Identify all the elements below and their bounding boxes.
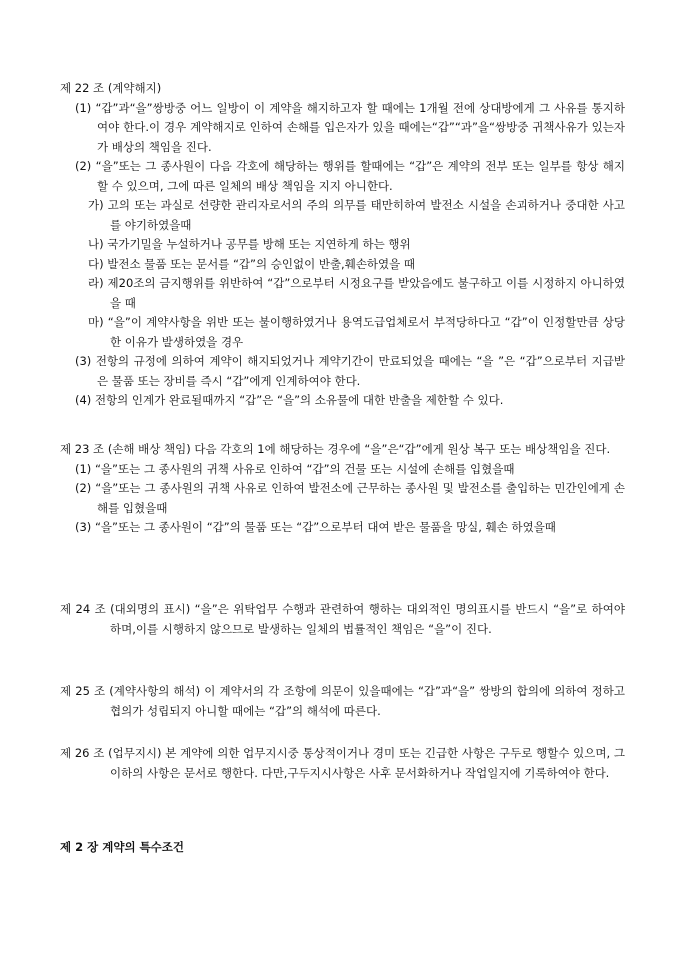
article-24	[60, 600, 625, 639]
chapter-2-title: 제 2 장 계약의 특수조건	[60, 840, 184, 854]
article-22-item-1: (1) “갑”과“을”쌍방중 어느 일방이 이 계약을 해지하고자 할 때에는 1개월 전에 상대방에게 그 사유를 통지하여야 한다.이 경우 계약해지로 인하여 손해를 입은자가 있을 때에는“갑”“과”을“쌍방중 귀책사유가 있는자가 배상의 책임을 진다.	[75, 100, 625, 154]
article-22-sub-da: 다) 발전소 물품 또는 문서를 “갑”의 승인없이 반출,훼손하였을 때	[88, 256, 416, 271]
article-22-sub-na: 나) 국가기밀을 누설하거나 공무를 방해 또는 지연하게 하는 행위	[88, 237, 411, 251]
article-22-item-3: (3) 전항의 규정에 의하여 계약이 해지되었거나 계약기간이 만료되었을 때에는 “을 ”은 “갑”으로부터 지급받은 물품 또는 장비를 즉시 “갑”에게 인계하여야 한다.	[75, 354, 625, 388]
article-22-sub-ga: 가) 고의 또는 과실로 선량한 관리자로서의 주의 의무를 태만히하여 발전소 시설을 손괴하거나 중대한 사고를 야기하였을때	[88, 198, 625, 232]
article-23-item-2: (2) “을”또는 그 종사원의 귀책 사유로 인하여 발전소에 근무하는 종사원 및 발전소를 출입하는 민간인에게 손해를 입혔을때	[75, 481, 625, 515]
article-22-sub-ma: 마) “을”이 계약사항을 위반 또는 불이행하였거나 용역도급업체로서 부적당하다고 “갑”이 인정할만큼 상당한 이유가 발생하였을 경우	[88, 315, 625, 349]
article-23	[60, 440, 625, 538]
article-25-heading: 제 25 조 (계약사항의 해석) 이 계약서의 각 조항에 의문이 있을때에는 “갑”과“을” 쌍방의 합의에 의하여 정하고 협의가 성립되지 아니할 때에는 “갑”의 해석에 따른다.	[60, 684, 625, 718]
article-22	[60, 79, 625, 411]
article-23-heading: 제 23 조 (손해 배상 책임) 다음 각호의 1에 해당하는 경우에 “을”은“갑”에게 원상 복구 또는 배상책임을 진다.	[60, 442, 611, 456]
article-26-heading: 제 26 조 (업무지시) 본 계약에 의한 업무지시중 통상적이거나 경미 또는 긴급한 사항은 구두로 행할수 있으며, 그 이하의 사항은 문서로 행한다. 다만,구두지시사항은 사후 문서화하거나 작업일지에 기록하여야 한다.	[60, 746, 625, 780]
article-24-heading: 제 24 조 (대외명의 표시) “을”은 위탁업무 수행과 관련하여 행하는 대외적인 명의표시를 반드시 “을”로 하여야 하며,이를 시행하지 않으므로 발생하는 일체의 법률적인 책임은 “을”이 진다.	[60, 602, 625, 636]
article-22-item-2: (2) “을”또는 그 종사원이 다음 각호에 해당하는 행위를 할때에는 “갑”은 계약의 전부 또는 일부를 항상 해지할 수 있으며, 그에 따른 일체의 배상 책임을 지지 아니한다.	[75, 159, 625, 193]
article-26	[60, 744, 625, 783]
article-23-item-3: (3) “을”또는 그 종사원이 “갑”의 물품 또는 “갑”으로부터 대여 받은 물품을 망실, 훼손 하였을때	[75, 520, 556, 534]
article-25	[60, 682, 625, 721]
article-22-sub-ra: 라) 제20조의 금지행위를 위반하여 “갑”으로부터 시정요구를 받았음에도 불구하고 이를 시정하지 아니하였을 때	[88, 276, 625, 310]
article-22-heading: 제 22 조 (계약해지)	[60, 81, 162, 95]
article-22-item-4: (4) 전항의 인계가 완료될때까지 “갑”은 “을”의 소유물에 대한 반출을 제한할 수 있다.	[75, 393, 504, 407]
article-23-item-1: (1) “을”또는 그 종사원의 귀책 사유로 인하여 “갑”의 건물 또는 시설에 손해를 입혔을때	[75, 461, 515, 476]
